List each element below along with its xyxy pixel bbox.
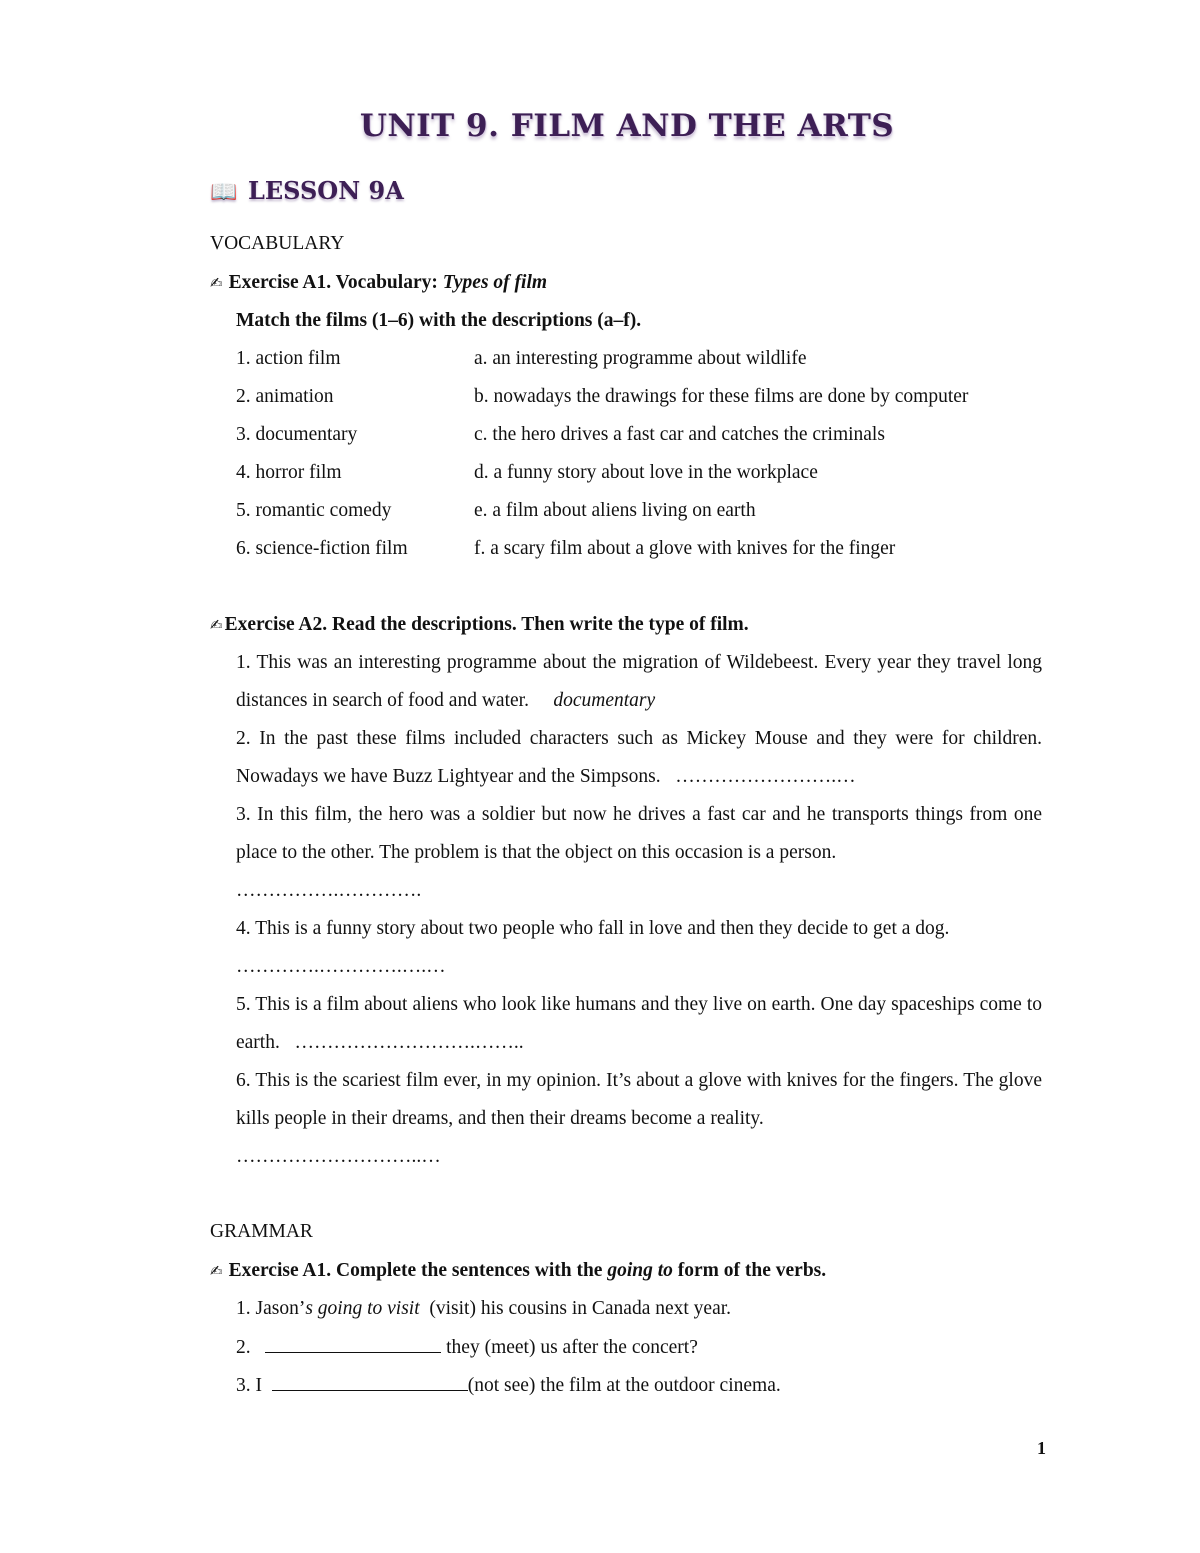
sentence-rest: (not see) the film at the outdoor cinema. xyxy=(467,1375,781,1396)
book-icon: 📖 xyxy=(210,179,238,205)
film-item: 1. action film xyxy=(236,348,341,369)
film-item: 3. documentary xyxy=(236,424,358,445)
writing-hand-icon: ✍ xyxy=(210,274,223,292)
film-item: 4. horror film xyxy=(236,462,342,483)
answer-blank[interactable]: ………………………..… xyxy=(236,1146,441,1167)
lesson-heading xyxy=(210,176,404,205)
exercise-item xyxy=(236,986,1042,1062)
exercise-label: Exercise A2. Read the descriptions. Then write the type of film. xyxy=(224,614,749,635)
item-text: 6. This is the scariest film ever, in my opinion. It’s about a glove with knives for the fingers. The glove kills people in their dreams, and then their dreams become a reality. xyxy=(236,1070,1042,1129)
sentence-start: 1. Jason’ xyxy=(236,1298,306,1319)
answer-blank[interactable]: ……………………….…….. xyxy=(294,1032,524,1053)
answer-blank[interactable]: ………….………….….… xyxy=(236,956,446,977)
description-item: a. an interesting programme about wildlife xyxy=(474,348,807,369)
writing-hand-icon: ✍ xyxy=(210,1262,223,1280)
item-text: 2. In the past these films included characters such as Mickey Mouse and they were for children. Nowadays we have Buzz Lightyear and the Simpsons. xyxy=(236,728,1042,787)
sentence-end: (visit) his cousins in Canada next year. xyxy=(429,1298,732,1319)
exercise-item xyxy=(236,720,1042,796)
description-item: e. a film about aliens living on earth xyxy=(474,500,756,521)
exercise-label: Exercise A1. Vocabulary: xyxy=(228,272,438,293)
description-item: d. a funny story about love in the workplace xyxy=(474,462,818,483)
sentence-number: 3. I xyxy=(236,1375,262,1396)
item-text: 4. This is a funny story about two people who fall in love and then they decide to get a dog. xyxy=(236,918,950,939)
answer-blank[interactable]: …………….…………. xyxy=(236,880,422,901)
description-item: b. nowadays the drawings for these films are done by computer xyxy=(474,386,969,407)
exercise-item xyxy=(236,796,1042,910)
unit-title: UNIT 9. FILM AND THE ARTS xyxy=(359,108,895,144)
answer-example: s going to visit xyxy=(305,1298,420,1319)
answer-blank[interactable] xyxy=(272,1374,468,1391)
answer-blank[interactable]: …………………….… xyxy=(675,766,856,787)
lesson-label: LESSON 9A xyxy=(248,176,404,205)
film-item: 6. science-fiction film xyxy=(236,538,408,559)
item-text: 3. In this film, the hero was a soldier but now he drives a fast car and he transports things from one place to the other. The problem is that the object on this occasion is a person. xyxy=(236,804,1042,863)
vocab-exercise-a1-heading xyxy=(210,272,547,294)
film-item: 2. animation xyxy=(236,386,334,407)
page-number: 1 xyxy=(1037,1438,1046,1458)
grammar-sentence-3 xyxy=(236,1374,781,1397)
item-text: 1. This was an interesting programme about the migration of Wildebeest. Every year they travel long distances in search of food and water. xyxy=(236,652,1042,711)
film-item: 5. romantic comedy xyxy=(236,500,392,521)
grammar-exercise-a1-heading xyxy=(210,1260,826,1282)
exercise-label-part2: form of the verbs. xyxy=(677,1260,827,1281)
exercise-item xyxy=(236,910,1042,986)
grammar-sentence-1 xyxy=(236,1298,731,1320)
sentence-number: 2. xyxy=(236,1337,251,1358)
grammar-sentence-2 xyxy=(236,1336,698,1359)
description-item: f. a scary film about a glove with knives for the finger xyxy=(474,538,896,559)
exercise-label-emphasis: going to xyxy=(607,1260,673,1281)
answer-example: documentary xyxy=(553,690,656,711)
exercise-item xyxy=(236,644,1042,720)
sentence-rest: they (meet) us after the concert? xyxy=(446,1337,698,1358)
writing-hand-icon: ✍ xyxy=(210,616,223,634)
answer-blank[interactable] xyxy=(265,1336,441,1353)
exercise-label-part1: Exercise A1. Complete the sentences with the xyxy=(228,1260,603,1281)
description-item: c. the hero drives a fast car and catches the criminals xyxy=(474,424,885,445)
exercise-topic: Types of film xyxy=(442,272,548,293)
grammar-heading: GRAMMAR xyxy=(210,1221,313,1242)
vocab-exercise-a2-heading xyxy=(210,614,749,636)
item-text: 5. This is a film about aliens who look like humans and they live on earth. One day spaceships come to earth. xyxy=(236,994,1042,1053)
vocab-instruction: Match the films (1–6) with the descriptions (a–f). xyxy=(236,310,642,331)
vocabulary-heading: VOCABULARY xyxy=(210,233,345,254)
exercise-item xyxy=(236,1062,1042,1176)
